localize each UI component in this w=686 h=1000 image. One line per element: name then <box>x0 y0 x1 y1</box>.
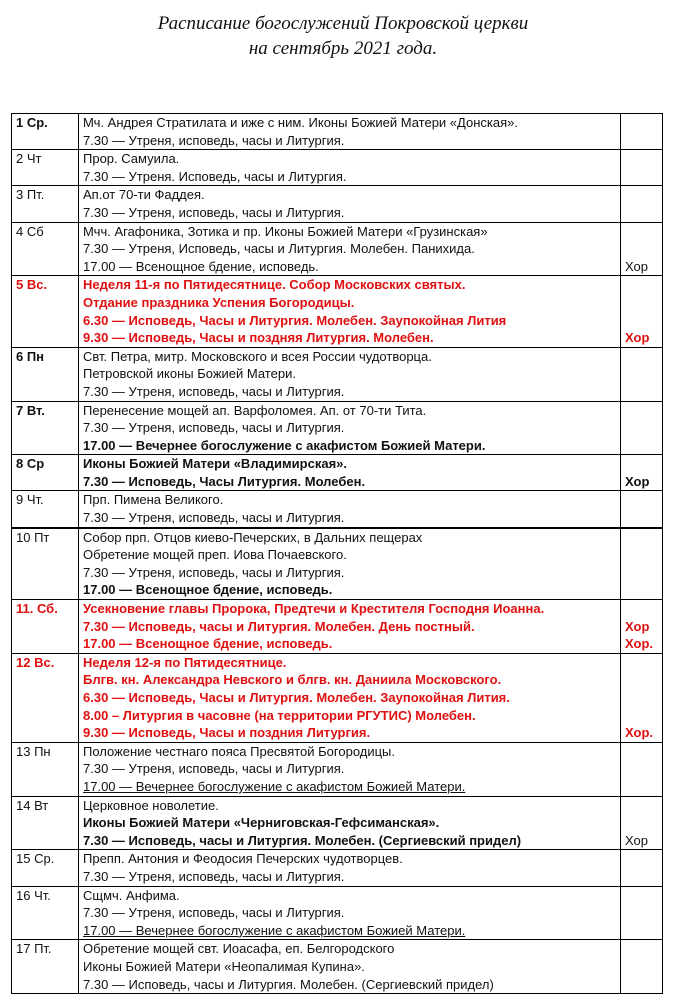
service-line: Иконы Божией Матери «Неопалимая Купина». <box>83 958 365 974</box>
choir-cell <box>621 276 663 347</box>
services-cell <box>79 401 621 455</box>
choir-cell <box>621 850 663 886</box>
choir-cell <box>621 347 663 401</box>
choir-cell <box>621 186 663 222</box>
service-line: 17.00 — Всенощное бдение, исповедь. <box>83 582 333 598</box>
service-line: 7.30 — Исповедь, часы и Литургия. Молебен. День постный. <box>83 618 475 634</box>
service-line: Мчч. Агафоника, Зотика и пр. Иконы Божией Матери «Грузинская» <box>83 223 488 239</box>
service-line: Свт. Петра, митр. Московского и всея России чудотворца. <box>83 348 432 364</box>
service-line: Перенесение мощей ап. Варфоломея. Ап. от 70-ти Тита. <box>83 402 427 418</box>
schedule-row <box>12 742 663 796</box>
service-line: Положение честнаго пояса Пресвятой Богородицы. <box>83 743 396 759</box>
choir-mark <box>625 240 660 258</box>
service-line: 7.30 — Утреня, исповедь, часы и Литургия. <box>83 761 345 777</box>
choir-mark <box>625 671 660 689</box>
service-line: Иконы Божией Матери «Владимирская». <box>83 456 347 472</box>
choir-cell <box>621 528 663 600</box>
day-cell: 10 Пт <box>12 528 79 600</box>
day-cell: 17 Пт. <box>12 940 79 994</box>
service-line: 7.30 — Утреня, исповедь, часы и Литургия. <box>83 905 345 921</box>
choir-cell <box>621 401 663 455</box>
services-cell <box>79 886 621 940</box>
service-line: Усекновение главы Пророка, Предтечи и Крестителя Господня Иоанна. <box>83 601 545 617</box>
day-cell: 11. Сб. <box>12 600 79 654</box>
service-line: Церковное новолетие. <box>83 797 219 813</box>
day-cell: 3 Пт. <box>12 186 79 222</box>
service-line: Неделя 11-я по Пятидесятнице. Собор Московских святых. <box>83 277 466 293</box>
services-cell <box>79 940 621 994</box>
service-line: 7.30 — Утреня, исповедь, часы и Литургия. <box>83 420 345 436</box>
day-cell: 2 Чт <box>12 150 79 186</box>
choir-cell <box>621 742 663 796</box>
service-line: Неделя 12-я по Пятидесятнице. <box>83 654 287 670</box>
schedule-row <box>12 114 663 150</box>
schedule-row <box>12 455 663 491</box>
schedule-row <box>12 186 663 222</box>
choir-cell <box>621 796 663 850</box>
service-line: 7.30 — Утреня, Исповедь, часы и Литургия. Молебен. Панихида. <box>83 241 475 257</box>
day-cell: 13 Пн <box>12 742 79 796</box>
service-line: 17.00 — Вечернее богослужение с акафистом Божией Матери. <box>83 922 466 938</box>
schedule-title: Расписание богослужений Покровской церкви <box>157 13 529 34</box>
choir-cell <box>621 455 663 491</box>
service-line: 6.30 — Исповедь, Часы и Литургия. Молебен. Заупокойная Лития <box>83 312 507 328</box>
choir-mark: Хор. <box>625 636 653 652</box>
choir-mark <box>625 654 660 672</box>
services-cell <box>79 347 621 401</box>
schedule-subtitle: на сентябрь 2021 года. <box>248 38 438 59</box>
schedule-row <box>12 528 663 600</box>
choir-cell <box>621 114 663 150</box>
service-line: Прор. Самуила. <box>83 151 180 167</box>
services-cell <box>79 186 621 222</box>
services-cell <box>79 276 621 347</box>
service-line: Отдание праздника Успения Богородицы. <box>83 294 355 310</box>
service-line: 17.00 — Всенощное бдение, исповедь. <box>83 636 333 652</box>
service-line: 7.30 — Утреня, исповедь, часы и Литургия. <box>83 868 345 884</box>
day-cell: 15 Ср. <box>12 850 79 886</box>
service-line: Мч. Андрея Стратилата и иже с ним. Иконы Божией Матери «Донская». <box>83 115 518 130</box>
choir-cell <box>621 150 663 186</box>
choir-mark: Хор <box>625 618 650 634</box>
service-line: 7.30 — Утреня, исповедь, часы и Литургия. <box>83 204 345 220</box>
schedule-row <box>12 222 663 276</box>
services-cell <box>79 850 621 886</box>
day-cell: 12 Вс. <box>12 653 79 742</box>
day-cell: 4 Сб <box>12 222 79 276</box>
choir-cell <box>621 222 663 276</box>
day-cell: 6 Пн <box>12 347 79 401</box>
day-cell: 8 Ср <box>12 455 79 491</box>
choir-cell <box>621 940 663 994</box>
choir-mark <box>625 223 660 241</box>
choir-mark <box>625 814 660 832</box>
choir-mark <box>625 276 660 294</box>
service-line: 8.00 – Литургия в часовне (на территории РГУТИС) Молебен. <box>83 707 476 723</box>
service-line: Сщмч. Анфима. <box>83 887 180 903</box>
schedule-row <box>12 401 663 455</box>
service-line: Ап.от 70-ти Фаддея. <box>83 187 205 203</box>
choir-mark <box>625 707 660 725</box>
choir-mark <box>625 312 660 330</box>
services-cell <box>79 150 621 186</box>
day-cell: 5 Вс. <box>12 276 79 347</box>
service-line: 7.30 — Исповедь, часы и Литургия. Молебен. (Сергиевский придел) <box>83 976 494 992</box>
day-cell: 1 Ср. <box>12 114 79 150</box>
service-line: 7.30 — Утреня, исповедь, часы и Литургия. <box>83 510 345 526</box>
choir-mark <box>625 689 660 707</box>
services-cell <box>79 742 621 796</box>
schedule-table-body <box>12 114 663 994</box>
schedule-row <box>12 150 663 186</box>
service-line: 7.30 — Утреня, исповедь, часы и Литургия. <box>83 383 345 399</box>
schedule-row <box>12 491 663 528</box>
service-line: Обретение мощей преп. Иова Почаевского. <box>83 547 347 563</box>
service-line: 7.30 — Исповедь, часы и Литургия. Молебен. (Сергиевский придел) <box>83 832 522 848</box>
services-cell <box>79 796 621 850</box>
service-line: Прп. Пимена Великого. <box>83 492 224 508</box>
service-line: Обретение мощей свт. Иоасафа, еп. Белгородского <box>83 941 395 957</box>
choir-mark <box>625 797 660 815</box>
choir-cell <box>621 600 663 654</box>
schedule-row <box>12 940 663 994</box>
choir-mark: Хор <box>625 832 648 848</box>
service-line: 7.30 — Исповедь, Часы Литургия. Молебен. <box>83 473 366 489</box>
service-line: 7.30 — Утреня, исповедь, часы и Литургия. <box>83 564 345 580</box>
schedule-row <box>12 886 663 940</box>
service-line: 17.00 — Всенощное бдение, исповедь. <box>83 258 319 274</box>
service-line: Иконы Божией Матери «Черниговская-Гефсиманская». <box>83 815 440 831</box>
service-line: 7.30 — Утреня. Исповедь, часы и Литургия. <box>83 168 347 184</box>
choir-mark: Хор <box>625 330 650 346</box>
schedule-row <box>12 347 663 401</box>
choir-mark <box>625 294 660 312</box>
choir-cell <box>621 886 663 940</box>
day-cell: 9 Чт. <box>12 491 79 528</box>
services-cell <box>79 222 621 276</box>
services-cell <box>79 600 621 654</box>
service-line: Препп. Антония и Феодосия Печерских чудотворцев. <box>83 851 403 867</box>
schedule-row <box>12 850 663 886</box>
service-line: 17.00 — Вечернее богослужение с акафистом Божией Матери. <box>83 437 486 453</box>
schedule-row <box>12 276 663 347</box>
choir-mark: Хор. <box>625 725 653 741</box>
service-line: Блгв. кн. Александра Невского и блгв. кн. Даниила Московского. <box>83 672 502 688</box>
choir-mark <box>625 600 660 618</box>
service-line: 6.30 — Исповедь, Часы и Литургия. Молебен. Заупокойная Лития. <box>83 690 510 705</box>
service-line: 9.30 — Исповедь, Часы и поздния Литургия. <box>83 725 371 741</box>
choir-mark <box>625 455 660 473</box>
schedule-row <box>12 796 663 850</box>
day-cell: 7 Вт. <box>12 401 79 455</box>
service-line: Петровской иконы Божией Матери. <box>83 366 296 382</box>
choir-cell <box>621 491 663 528</box>
services-cell <box>79 653 621 742</box>
services-cell <box>79 455 621 491</box>
day-cell: 16 Чт. <box>12 886 79 940</box>
services-cell <box>79 528 621 600</box>
choir-mark: Хор <box>625 258 648 274</box>
choir-mark: Хор <box>625 473 650 489</box>
services-cell <box>79 114 621 150</box>
schedule-row <box>12 653 663 742</box>
day-cell: 14 Вт <box>12 796 79 850</box>
services-cell <box>79 491 621 528</box>
service-line: Собор прп. Отцов киево-Печерских, в Дальних пещерах <box>83 529 423 545</box>
schedule-row <box>12 600 663 654</box>
service-line: 7.30 — Утреня, исповедь, часы и Литургия. <box>83 132 345 148</box>
service-line: 9.30 — Исповедь, Часы и поздняя Литургия. Молебен. <box>83 330 434 346</box>
service-line: 17.00 — Вечернее богослужение с акафистом Божией Матери. <box>83 778 466 794</box>
choir-cell <box>621 653 663 742</box>
schedule-table <box>11 113 663 994</box>
